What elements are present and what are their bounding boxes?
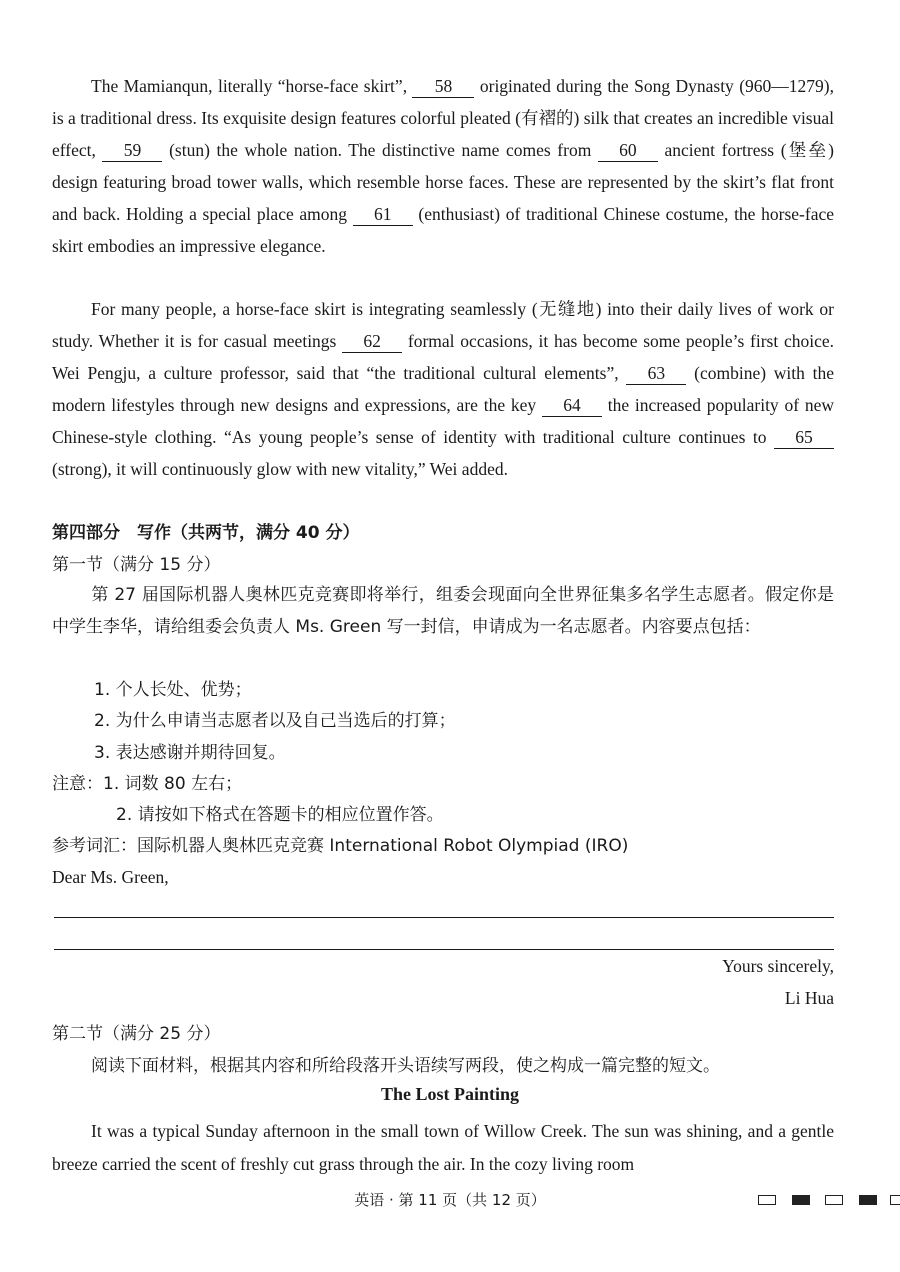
point-item: 1. 个人长处、优势； xyxy=(94,680,252,700)
blank-64[interactable]: 64 xyxy=(542,394,602,417)
blank-59[interactable]: 59 xyxy=(102,139,162,162)
blank-63[interactable]: 63 xyxy=(626,362,686,385)
passage-text: The Mamianqun, literally “horse-face skirt”, xyxy=(91,76,413,96)
point-item: 2. 为什么申请当志愿者以及自己当选后的打算； xyxy=(94,711,456,731)
passage-text: (enthusiast) of traditional Chinese costume, the horse-face skirt embodies an impressive elegance. xyxy=(52,204,834,256)
passage-text: For many people, a horse-face skirt is integrating seamlessly (无缝地) into their daily lives of work or study. Whether it is for casual meetings xyxy=(52,299,834,351)
blank-61[interactable]: 61 xyxy=(353,203,413,226)
passage-text: formal occasions, it has become some people’s first choice. Wei Pengju, a culture professor, said that “the traditional cultural elements”, xyxy=(52,331,835,383)
note-item: 2. 请按如下格式在答题卡的相应位置作答。 xyxy=(116,805,444,825)
alignment-mark xyxy=(859,1195,877,1205)
answer-line xyxy=(54,917,834,918)
passage-paragraph-1 xyxy=(52,70,834,262)
letter-salutation: Dear Ms. Green, xyxy=(52,867,169,887)
passage-text: ancient fortress (堡垒) design featuring broad tower walls, which resemble horse faces. These are represented by the skirt’s flat front and back. Holding a special place among xyxy=(52,140,834,224)
blank-62[interactable]: 62 xyxy=(342,330,402,353)
letter-signature: Li Hua xyxy=(784,988,834,1008)
passage-text: originated during the Song Dynasty (960—1279), is a traditional dress. Its exquisite design features colorful pleated (有褶的) silk that creates an incredible visual effect, xyxy=(52,76,834,160)
passage-text: (stun) the whole nation. The distinctive name comes from xyxy=(162,140,598,160)
letter-closing: Yours sincerely, xyxy=(722,956,834,976)
alignment-mark xyxy=(792,1195,810,1205)
passage-text: the increased popularity of new Chinese-style clothing. “As young people’s sense of identity with traditional culture continues to xyxy=(52,395,834,447)
passage-paragraph-2 xyxy=(52,293,834,485)
section-one-prompt: 第 27 届国际机器人奥林匹克竞赛即将举行，组委会现面向全世界征集多名学生志愿者。假定你是中学生李华，请给组委会负责人 Ms. Green 写一封信，申请成为一名志愿者。内容要点包括： xyxy=(52,585,834,637)
alignment-mark xyxy=(758,1195,776,1205)
point-item: 3. 表达感谢并期待回复。 xyxy=(94,743,286,763)
story-paragraph: It was a typical Sunday afternoon in the small town of Willow Creek. The sun was shining, and a gentle breeze carried the scent of freshly cut grass through the air. In the cozy living room xyxy=(52,1121,834,1174)
blank-65[interactable]: 65 xyxy=(774,426,834,449)
page-footer: 英语 · 第 11 页（共 12 页） xyxy=(354,1191,546,1209)
alignment-mark xyxy=(890,1195,900,1205)
story-title: The Lost Painting xyxy=(380,1084,520,1104)
section-two-prompt: 阅读下面材料，根据其内容和所给段落开头语续写两段，使之构成一篇完整的短文。 xyxy=(91,1056,720,1076)
section-two-heading: 第二节（满分 25 分） xyxy=(52,1024,221,1044)
alignment-mark xyxy=(825,1195,843,1205)
blank-58[interactable]: 58 xyxy=(412,75,474,98)
blank-60[interactable]: 60 xyxy=(598,139,658,162)
note-item: 注意：1. 词数 80 左右； xyxy=(52,774,243,794)
passage-text: (strong), it will continuously glow with new vitality,” Wei added. xyxy=(52,459,508,479)
reference-vocabulary: 参考词汇：国际机器人奥林匹克竞赛 International Robot Olympiad (IRO) xyxy=(52,836,629,856)
section-one-heading: 第一节（满分 15 分） xyxy=(52,555,221,575)
part-four-heading: 第四部分 写作（共两节，满分 40 分） xyxy=(52,523,360,543)
passage-text: (combine) with the modern lifestyles through new designs and expressions, are the key xyxy=(52,363,835,415)
answer-line xyxy=(54,949,834,950)
